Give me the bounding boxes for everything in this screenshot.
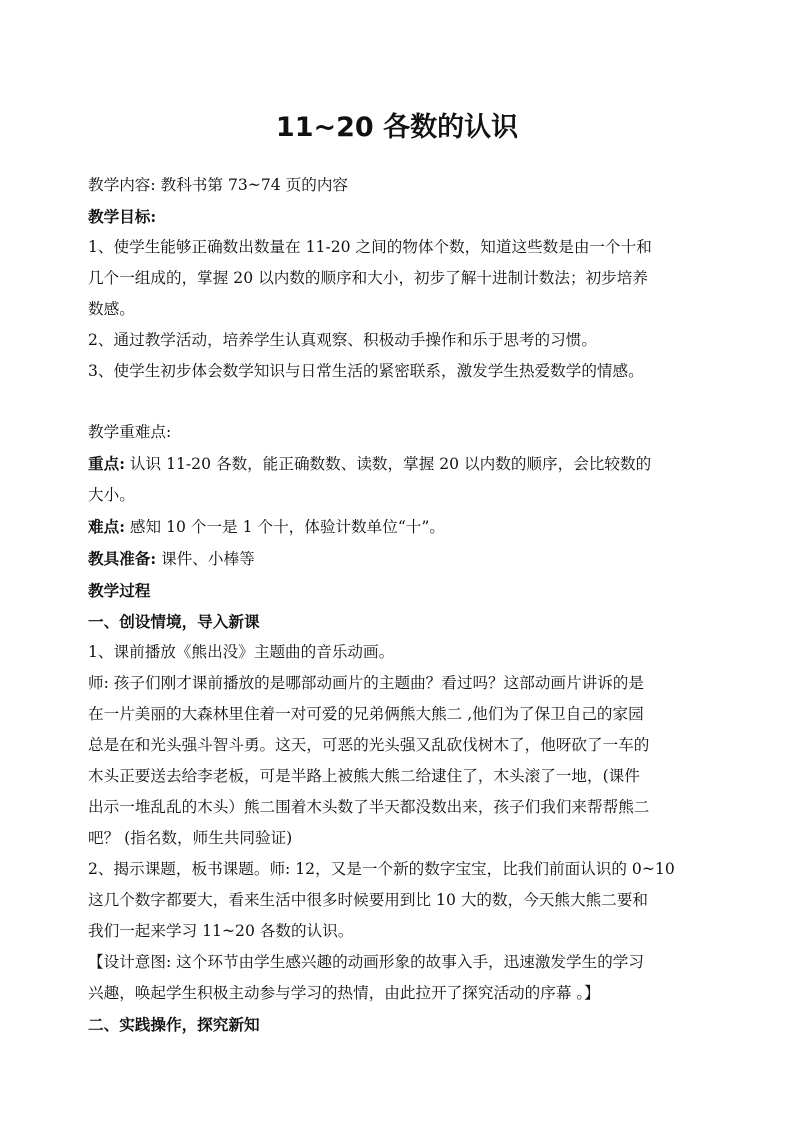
teaching-content-label: 教学内容:: [88, 176, 156, 194]
section-2-heading: 二、实践操作，探究新知: [88, 1015, 260, 1034]
section-1-line: 我们一起来学习 11~20 各数的认识。: [88, 922, 354, 940]
key-point-continuation: 大小。: [88, 486, 135, 504]
objective-line: 3、使学生初步体会数学知识与日常生活的紧密联系，激发学生热爱数学的情感。: [88, 362, 644, 380]
section-1-line: 木头正要送去给李老板，可是半路上被熊大熊二给逮住了，木头滚了一地，(课件: [88, 767, 640, 785]
teaching-content-value: 教科书第 73~74 页的内容: [160, 176, 349, 194]
key-point-label: 重点:: [88, 454, 125, 473]
section-1-heading: 一、创设情境，导入新课: [88, 612, 260, 631]
key-point-line: [88, 448, 706, 480]
section-1-line: 师: 孩子们刚才课前播放的是哪部动画片的主题曲？看过吗？这部动画片讲诉的是: [88, 674, 644, 692]
key-difficult-heading: 教学重难点:: [88, 423, 172, 441]
section-1-line: 2、揭示课题，板书课题。师: 12，又是一个新的数字宝宝，比我们前面认识的 0~10: [88, 860, 675, 878]
section-1-line: 总是在和光头强斗智斗勇。这天，可恶的光头强又乱砍伐树木了，他呀砍了一车的: [88, 736, 650, 754]
objective-line: 1、使学生能够正确数出数量在 11-20 之间的物体个数，知道这些数是由一个十和: [88, 238, 652, 256]
section-1-line: 在一片美丽的大森林里住着一对可爱的兄弟俩熊大熊二 ,他们为了保卫自己的家园: [88, 705, 644, 723]
difficult-point-value: 感知 10 个一是 1 个十，体验计数单位“十”。: [129, 518, 445, 536]
difficult-point-label: 难点:: [88, 517, 125, 536]
key-point-value: 认识 11-20 各数，能正确数数、读数，掌握 20 以内数的顺序，会比较数的: [129, 455, 652, 473]
section-1-line: 这几个数字都要大，看来生活中很多时候要用到比 10 大的数，今天熊大熊二要和: [88, 891, 648, 909]
objective-line: 2、通过教学活动，培养学生认真观察、积极动手操作和乐于思考的习惯。: [88, 331, 597, 349]
difficult-point-line: [88, 511, 706, 543]
design-intent-line: 兴趣，唤起学生积极主动参与学习的热情，由此拉开了探究活动的序幕 。】: [88, 984, 600, 1002]
paragraph-gap: [88, 387, 706, 417]
teaching-tools-value: 课件、小棒等: [161, 550, 255, 568]
design-intent-line: 【设计意图: 这个环节由学生感兴趣的动画形象的故事入手，迅速激发学生的学习: [88, 953, 644, 971]
teaching-content-line: [88, 170, 706, 201]
teaching-process-heading: 教学过程: [88, 581, 151, 600]
objective-line: 数感。: [88, 300, 135, 318]
document-title: 11~20 各数的认识: [275, 112, 519, 143]
objective-line: 几个一组成的，掌握 20 以内数的顺序和大小，初步了解十进制计数法；初步培养: [88, 269, 648, 287]
teaching-tools-label: 教具准备:: [88, 549, 157, 568]
section-1-line: 吧？ (指名数，师生共同验证): [88, 829, 293, 847]
section-1-line: 1、课前播放《熊出没》主题曲的音乐动画。: [88, 643, 395, 661]
objectives-heading: 教学目标:: [88, 207, 157, 226]
section-1-line: 出示一堆乱乱的木头）熊二围着木头数了半天都没数出来，孩子们我们来帮帮熊二: [88, 798, 650, 816]
teaching-tools-line: [88, 543, 706, 575]
